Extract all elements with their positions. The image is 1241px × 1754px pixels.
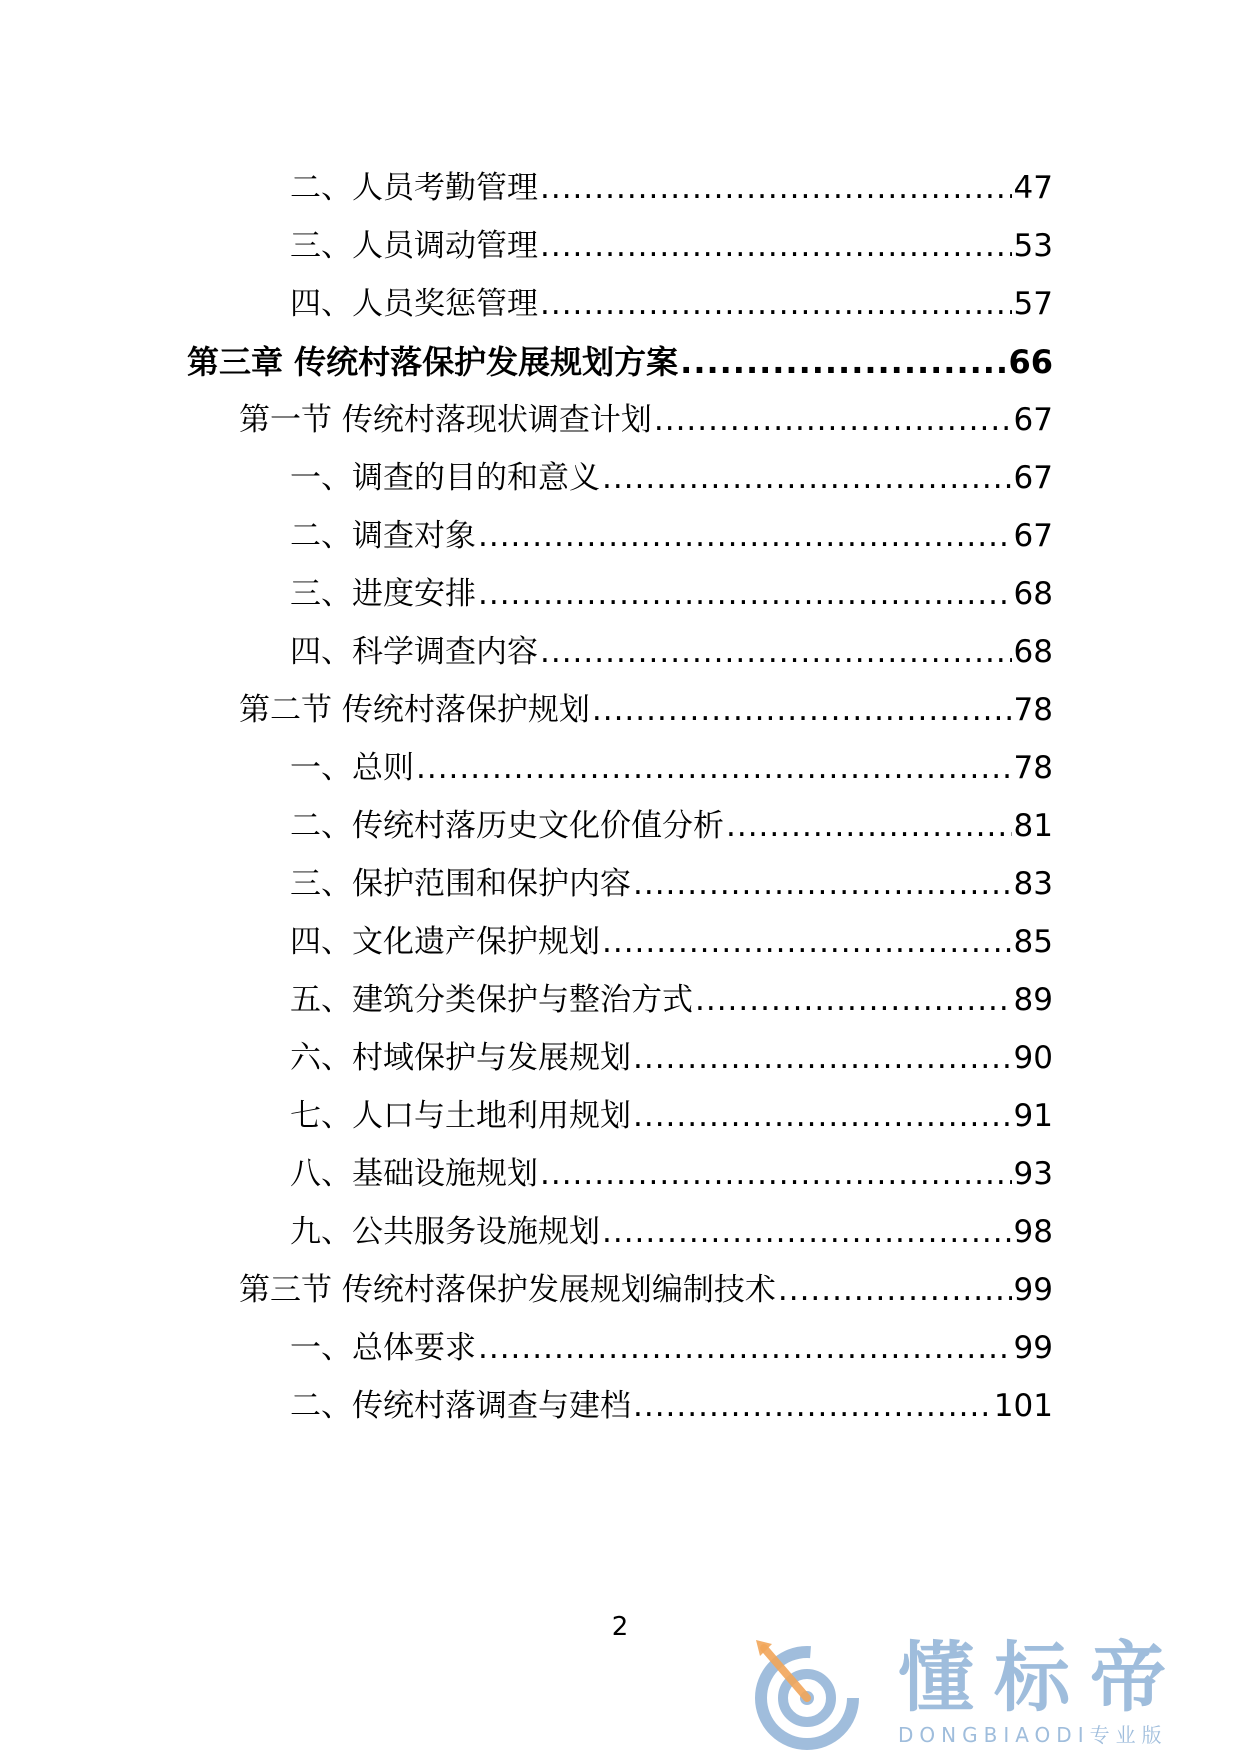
toc-entry[interactable] [290, 1094, 1053, 1138]
toc-entry[interactable] [290, 166, 1053, 210]
toc-dot-leader [540, 1152, 1012, 1196]
toc-entry-page: 57 [1013, 286, 1053, 322]
toc-entry-title: 一、调查的目的和意义 [290, 460, 600, 496]
toc-entry-title: 一、总则 [290, 750, 414, 786]
toc-entry-title: 二、人员考勤管理 [290, 170, 538, 206]
page-number: 2 [611, 1612, 629, 1642]
toc-entry-page: 99 [1013, 1272, 1053, 1308]
toc-entry[interactable] [290, 862, 1053, 906]
toc-dot-leader [592, 688, 1012, 732]
toc-entry-page: 101 [993, 1388, 1053, 1424]
toc-entry-title: 六、村域保护与发展规划 [290, 1040, 631, 1076]
toc-entry-page: 90 [1013, 1040, 1053, 1076]
toc-entry-title: 三、人员调动管理 [290, 228, 538, 264]
toc-entry-title: 三、保护范围和保护内容 [290, 866, 631, 902]
toc-entry[interactable] [290, 1384, 1053, 1428]
toc-entry[interactable] [290, 572, 1053, 616]
toc-entry-page: 67 [1013, 518, 1053, 554]
toc-entry-page: 98 [1013, 1214, 1053, 1250]
toc-dot-leader [778, 1268, 1012, 1312]
toc-dot-leader [540, 630, 1012, 674]
toc-entry-title: 五、建筑分类保护与整治方式 [290, 982, 693, 1018]
toc-entry-title: 二、调查对象 [290, 518, 476, 554]
toc-entry[interactable] [290, 1210, 1053, 1254]
toc-entry[interactable] [290, 978, 1053, 1022]
toc-entry-page: 68 [1013, 634, 1053, 670]
toc-entry[interactable] [290, 1036, 1053, 1080]
toc-entry-page: 78 [1013, 692, 1053, 728]
toc-dot-leader [416, 746, 1012, 790]
toc-entry-page: 78 [1013, 750, 1053, 786]
toc-entry-title: 一、总体要求 [290, 1330, 476, 1366]
toc-entry[interactable] [290, 920, 1053, 964]
toc-entry-page: 53 [1013, 228, 1053, 264]
watermark-subtitle: DONGBIAODI专业版 [898, 1723, 1168, 1747]
toc-entry-title: 第三章 传统村落保护发展规划方案 [187, 343, 679, 381]
toc-dot-leader [633, 1036, 1012, 1080]
toc-entry-title: 第一节 传统村落现状调查计划 [239, 402, 652, 438]
toc-dot-leader [602, 1210, 1012, 1254]
toc-entry[interactable] [290, 630, 1053, 674]
watermark [748, 1634, 1218, 1752]
toc-entry[interactable] [290, 514, 1053, 558]
toc-entry-title: 三、进度安排 [290, 576, 476, 612]
toc-dot-leader [654, 398, 1012, 442]
toc-entry-title: 四、科学调查内容 [290, 634, 538, 670]
toc-entry-title: 七、人口与土地利用规划 [290, 1098, 631, 1134]
toc-entry-title: 第三节 传统村落保护发展规划编制技术 [239, 1272, 776, 1308]
toc-entry-page: 67 [1013, 460, 1053, 496]
toc-dot-leader [478, 514, 1012, 558]
toc-dot-leader [633, 1384, 992, 1428]
toc-entry-page: 91 [1013, 1098, 1053, 1134]
toc-entry-title: 二、传统村落历史文化价值分析 [290, 808, 724, 844]
toc-entry[interactable] [290, 456, 1053, 500]
toc-dot-leader [633, 1094, 1012, 1138]
toc-entry-title: 四、人员奖惩管理 [290, 286, 538, 322]
toc-section-entry[interactable] [239, 688, 1053, 732]
toc-dot-leader [602, 920, 1012, 964]
toc-entry-page: 99 [1013, 1330, 1053, 1366]
watermark-title: 懂标帝 [898, 1633, 1186, 1722]
toc-entry-title: 九、公共服务设施规划 [290, 1214, 600, 1250]
toc-entry[interactable] [290, 1152, 1053, 1196]
toc-entry[interactable] [290, 282, 1053, 326]
toc-entry-page: 68 [1013, 576, 1053, 612]
toc-entry-page: 89 [1013, 982, 1053, 1018]
toc-section-entry[interactable] [239, 1268, 1053, 1312]
toc-entry-title: 四、文化遗产保护规划 [290, 924, 600, 960]
toc-dot-leader [602, 456, 1012, 500]
toc-dot-leader [680, 340, 1006, 384]
target-arrow-icon [748, 1634, 866, 1752]
toc-entry[interactable] [290, 1326, 1053, 1370]
toc-entry-page: 47 [1013, 170, 1053, 206]
toc-dot-leader [540, 282, 1012, 326]
toc-entry-page: 66 [1008, 343, 1053, 381]
toc-entry-title: 第二节 传统村落保护规划 [239, 692, 590, 728]
toc-dot-leader [478, 1326, 1012, 1370]
toc-dot-leader [726, 804, 1012, 848]
toc-entry[interactable] [290, 224, 1053, 268]
toc-entry-page: 83 [1013, 866, 1053, 902]
toc-dot-leader [540, 224, 1012, 268]
toc-chapter-entry[interactable] [187, 340, 1053, 384]
toc-dot-leader [540, 166, 1012, 210]
toc-section-entry[interactable] [239, 398, 1053, 442]
toc-dot-leader [695, 978, 1012, 1022]
toc-dot-leader [478, 572, 1012, 616]
toc-dot-leader [633, 862, 1012, 906]
toc-entry[interactable] [290, 804, 1053, 848]
toc-entry[interactable] [290, 746, 1053, 790]
toc-entry-page: 85 [1013, 924, 1053, 960]
toc-entry-page: 81 [1013, 808, 1053, 844]
toc-entry-page: 67 [1013, 402, 1053, 438]
toc-entry-page: 93 [1013, 1156, 1053, 1192]
toc-entry-title: 二、传统村落调查与建档 [290, 1388, 631, 1424]
toc-entry-title: 八、基础设施规划 [290, 1156, 538, 1192]
